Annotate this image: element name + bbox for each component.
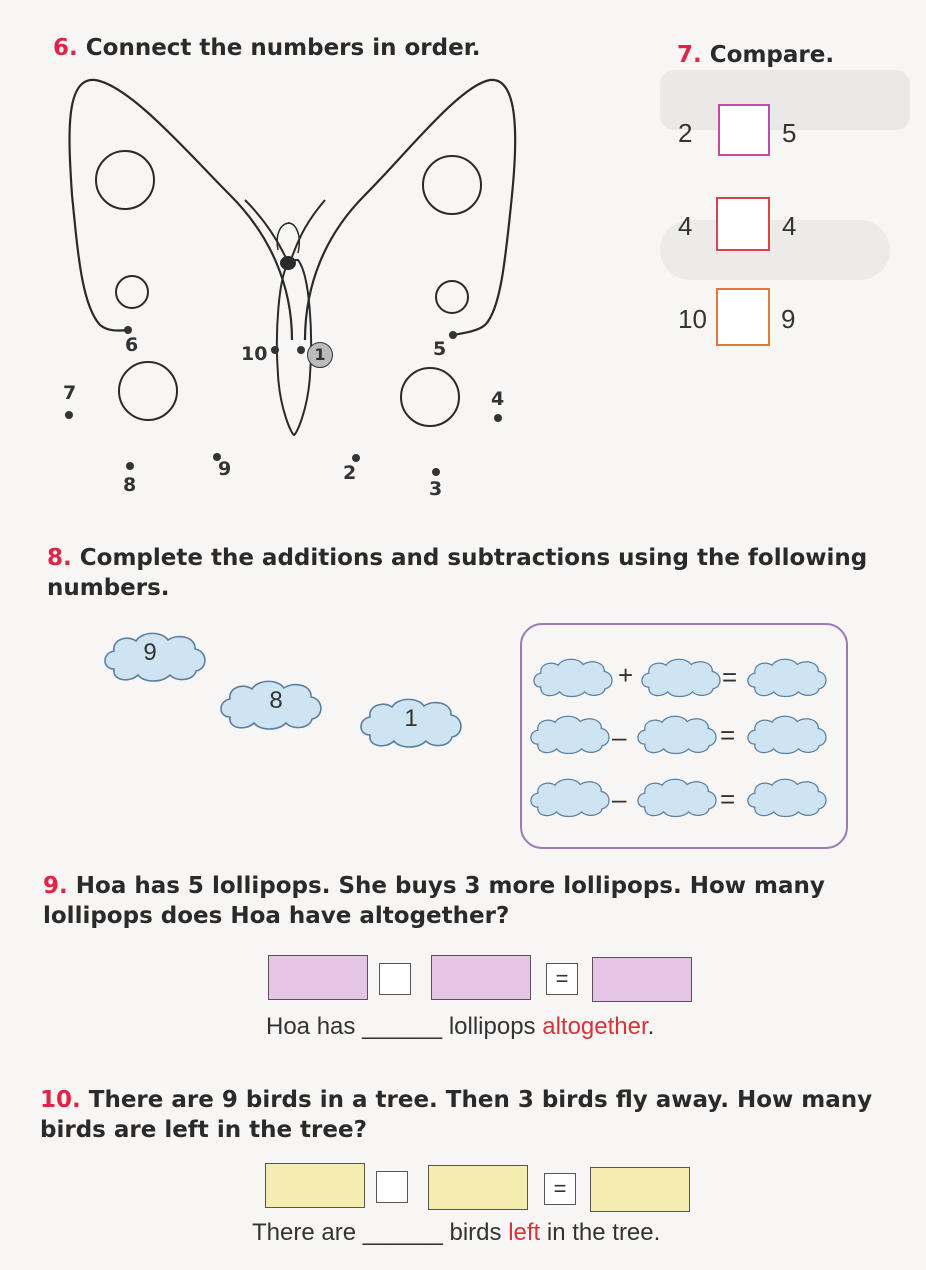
q10-heading [40,1085,910,1145]
dot-6-label: 6 [125,334,139,356]
dot-4-label: 4 [491,388,505,410]
q6-number: 6. [53,35,78,61]
dot-9-label: 9 [218,458,232,480]
eq-cloud-blank[interactable] [744,772,830,826]
q10-equals-box: = [544,1173,576,1205]
q9-number: 9. [43,873,68,899]
left-wing-outline [70,80,292,340]
q9-sentence: Hoa has ______ lollipops altogether. [266,1013,655,1040]
q10-blank[interactable]: ______ [362,1219,443,1246]
eq-cloud-blank[interactable] [638,652,724,706]
q7-number: 7. [677,42,702,68]
q10-number: 10. [40,1087,81,1113]
wing-spot [119,362,177,420]
compare-row-1-left: 2 [678,118,693,148]
equals-sign: = [720,720,736,750]
dot-7-label: 7 [63,382,77,404]
equals-sign: = [722,662,738,692]
wing-spot [436,281,468,313]
dot-5-label: 5 [433,338,447,360]
dot-10 [271,346,279,354]
q9-answer-box-1[interactable] [268,955,368,1000]
dot-6 [124,326,132,334]
dot-4 [494,414,502,422]
compare-box-2[interactable] [716,197,770,251]
compare-row-3-right: 9 [781,304,796,334]
wing-spot [116,276,148,308]
q10-answer-box-2[interactable] [428,1165,528,1210]
dot-8-label: 8 [123,474,137,496]
wing-spot [423,156,481,214]
eq-cloud-blank[interactable] [634,709,720,763]
butterfly-drawing [60,75,530,515]
right-wing-outline [305,80,515,340]
q7-title: Compare. [709,42,835,68]
dot-7 [65,411,73,419]
wing-spot [96,151,154,209]
compare-row-1-right: 5 [782,118,797,148]
number-cloud-1: 1 [356,693,466,751]
q8-number: 8. [47,545,72,571]
dot-8 [126,462,134,470]
eq-cloud-blank[interactable] [530,652,616,706]
q9-answer-box-3[interactable] [592,957,692,1002]
compare-row-3-left: 10 [678,304,707,334]
q6-heading [53,33,481,63]
dot-3 [432,468,440,476]
number-cloud-8: 8 [216,675,326,733]
eq-cloud-blank[interactable] [744,652,830,706]
q9-title: Hoa has 5 lollipops. She buys 3 more lollipops. How many lollipops does Hoa have altogether? [43,873,825,929]
q10-sentence: There are ______ birds left in the tree. [252,1219,661,1246]
q7-heading [677,40,834,70]
dot-2-label: 2 [343,462,357,484]
q10-operator-box[interactable] [376,1171,408,1203]
q6-title: Connect the numbers in order. [85,35,481,61]
eq-cloud-blank[interactable] [634,772,720,826]
eq-cloud-blank[interactable] [744,709,830,763]
number-cloud-9: 9 [100,627,210,685]
minus-sign: – [612,722,627,752]
compare-box-3[interactable] [716,288,770,346]
q9-equals-box: = [546,963,578,995]
wing-spot [401,368,459,426]
dot-1-label-circle: 1 [307,342,333,368]
plus-sign: + [618,660,634,690]
eq-cloud-blank[interactable] [527,709,613,763]
compare-row-2-right: 4 [782,211,797,241]
q10-answer-box-1[interactable] [265,1163,365,1208]
equals-sign: = [720,784,736,814]
minus-sign: – [612,784,627,814]
compare-box-1[interactable] [718,104,770,156]
q8-title: Complete the additions and subtractions using the following numbers. [47,545,868,601]
compare-row-2-left: 4 [678,211,693,241]
dot-2 [352,454,360,462]
butterfly-body [277,260,311,435]
q10-answer-box-3[interactable] [590,1167,690,1212]
q9-heading [43,871,913,931]
q9-blank[interactable]: ______ [362,1013,443,1040]
eq-cloud-blank[interactable] [527,772,613,826]
dot-5 [449,331,457,339]
q9-answer-box-2[interactable] [431,955,531,1000]
q10-title: There are 9 birds in a tree. Then 3 birds fly away. How many birds are left in the tree? [40,1087,873,1143]
dot-1 [297,346,305,354]
dot-3-label: 3 [429,478,443,500]
dot-10-label: 10 [241,343,268,365]
q9-operator-box[interactable] [379,963,411,995]
q8-heading [47,543,907,603]
